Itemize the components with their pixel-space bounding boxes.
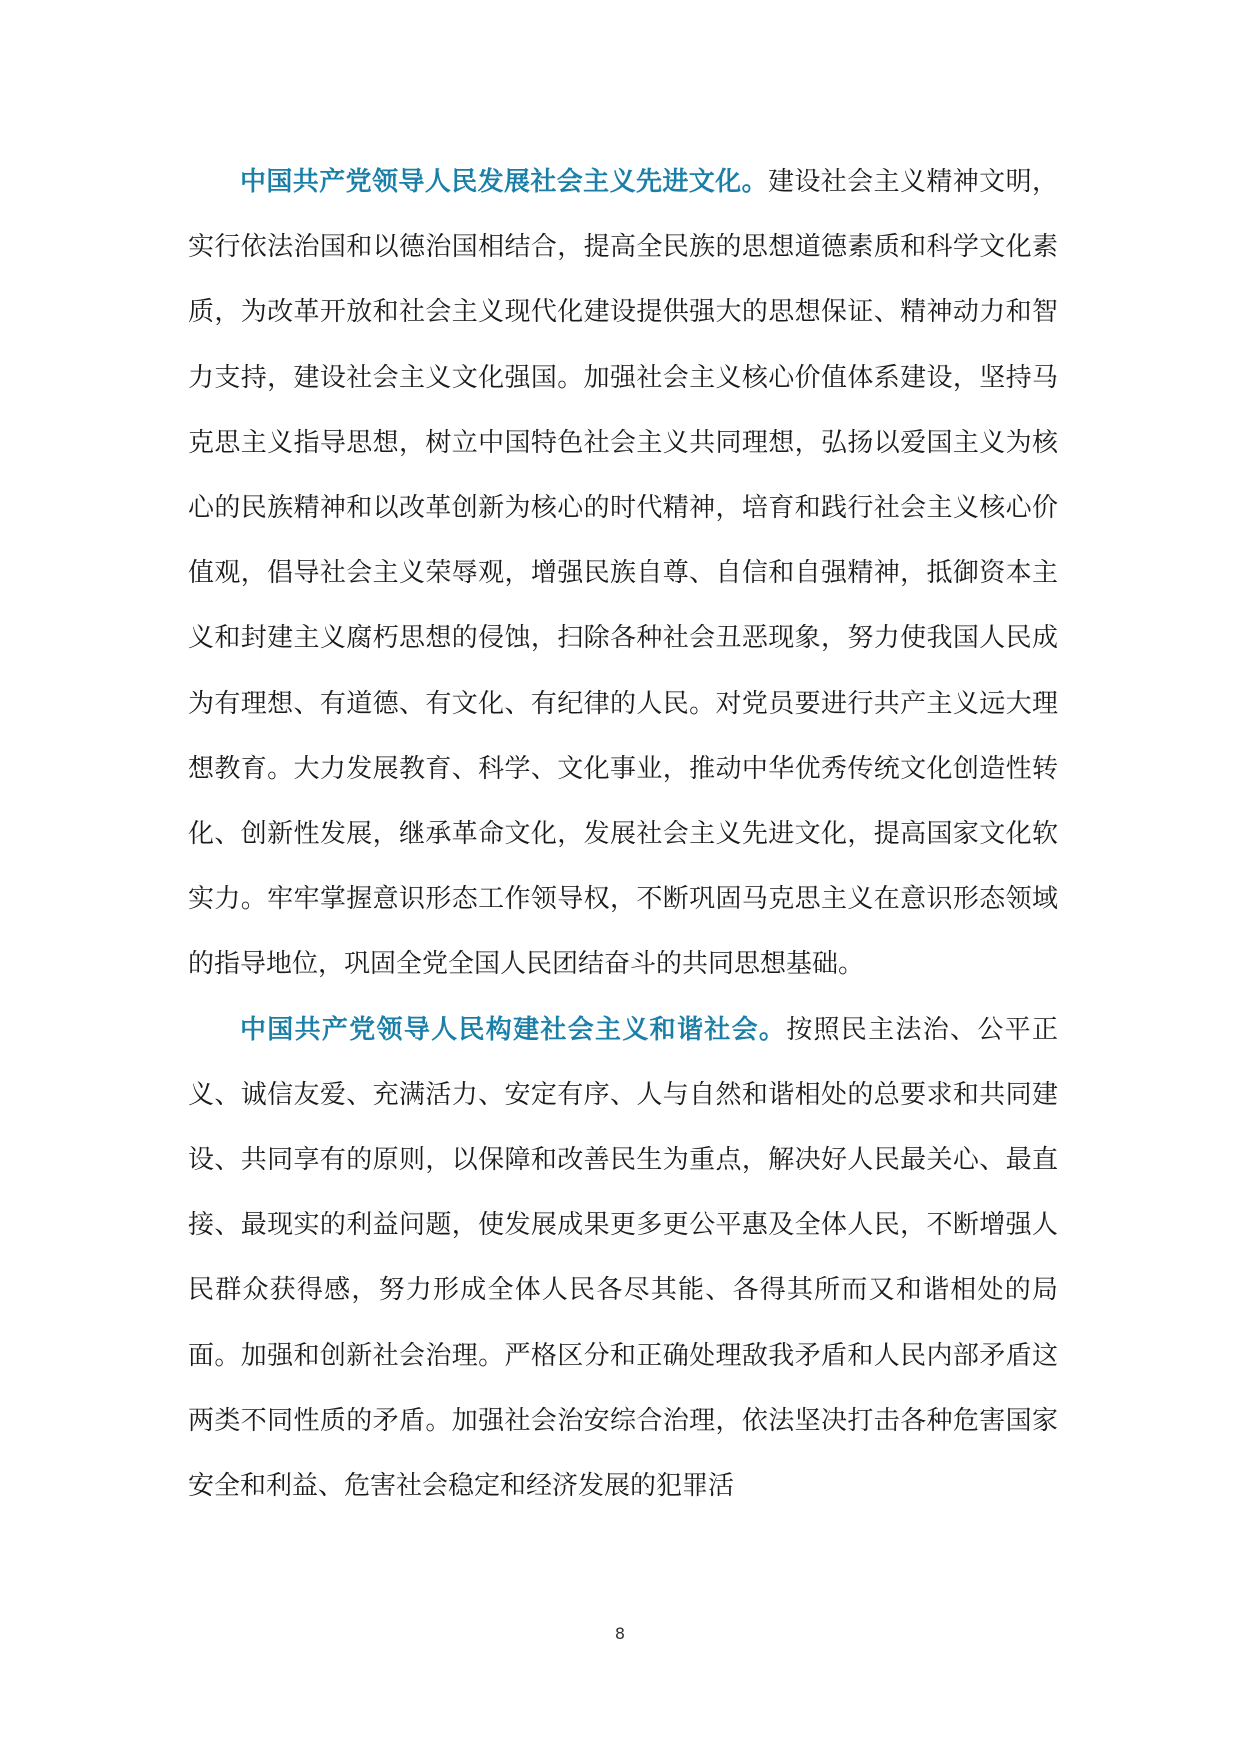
- paragraph-harmonious-society: [188, 998, 1058, 1520]
- page-body: [188, 150, 1058, 1519]
- paragraph-body: 按照民主法治、公平正义、诚信友爱、充满活力、安定有序、人与自然和谐相处的总要求和共同建设、共同享有的原则，以保障和改善民生为重点，解决好人民最关心、最直接、最现实的利益问题，使发展成果更多更公平惠及全体人民，不断增强人民群众获得感，努力形成全体人民各尽其能、各得其所而又和谐相处的局面。加强和创新社会治理。严格区分和正确处理敌我矛盾和人民内部矛盾这两类不同性质的矛盾。加强社会治安综合治理，依法坚决打击各种危害国家安全和利益、危害社会稳定和经济发展的犯罪活: [188, 1014, 1058, 1502]
- paragraph-culture: [188, 150, 1058, 998]
- page-number: 8: [614, 1624, 626, 1643]
- paragraph-heading: 中国共产党领导人民发展社会主义先进文化。: [240, 167, 768, 197]
- paragraph-heading: 中国共产党领导人民构建社会主义和谐社会。: [240, 1014, 787, 1045]
- paragraph-body: 建设社会主义精神文明，实行依法治国和以德治国相结合，提高全民族的思想道德素质和科学文化素质，为改革开放和社会主义现代化建设提供强大的思想保证、精神动力和智力支持，建设社会主义文化强国。加强社会主义核心价值体系建设，坚持马克思主义指导思想，树立中国特色社会主义共同理想，弘扬以爱国主义为核心的民族精神和以改革创新为核心的时代精神，培育和践行社会主义核心价值观，倡导社会主义荣辱观，增强民族自尊、自信和自强精神，抵御资本主义和封建主义腐朽思想的侵蚀，扫除各种社会丑恶现象，努力使我国人民成为有理想、有道德、有文化、有纪律的人民。对党员要进行共产主义远大理想教育。大力发展教育、科学、文化事业，推动中华优秀传统文化创造性转化、创新性发展，继承革命文化，发展社会主义先进文化，提高国家文化软实力。牢牢掌握意识形态工作领导权，不断巩固马克思主义在意识形态领域的指导地位，巩固全党全国人民团结奋斗的共同思想基础。: [188, 167, 1058, 980]
